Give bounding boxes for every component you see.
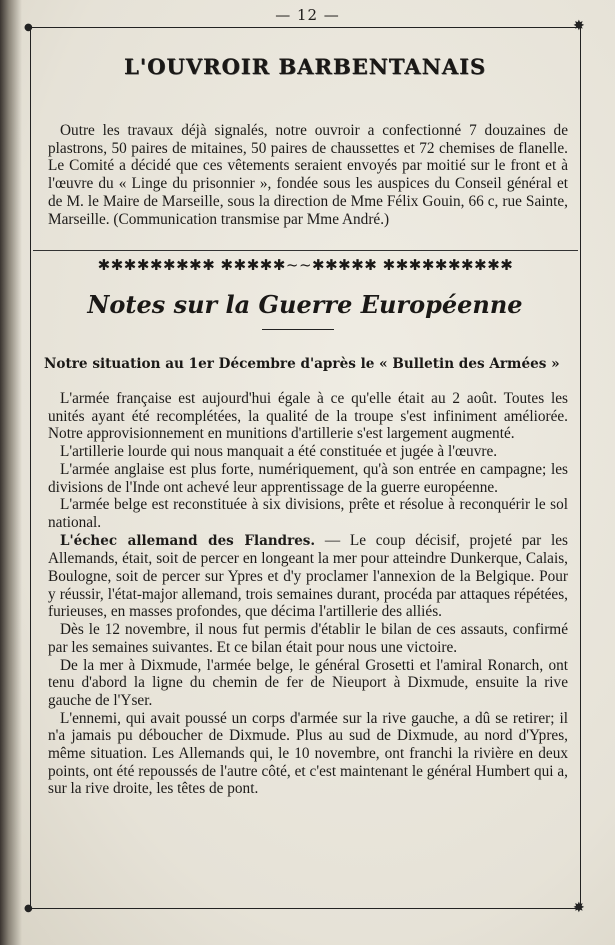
body-paragraph-flandres bbox=[48, 532, 568, 622]
corner-ornament-icon: ● bbox=[24, 22, 33, 33]
body-paragraph: L'artillerie lourde qui nous manquait a été constituée et jugée à l'œuvre. bbox=[60, 443, 498, 461]
run-in-heading: L'échec allemand des Flandres. bbox=[60, 532, 316, 549]
corner-ornament-icon: ✸ bbox=[573, 900, 585, 916]
ouvroir-paragraph: Outre les travaux déjà signalés, notre ouvroir a confectionné 7 douzaines de plastrons, 50 paires de mitaines, 50 paires de chaussettes et 72 chemises de flanelle. Le Comité a décidé que ces vêtements seraient envoyés par moitié sur le front et à l'œuvre du « Linge du prisonnier », fondée sous les auspices du Conseil général et de M. le Maire de Marseille, sous la direction de Mme Félix Gouin, 66 c, rue Sainte, Marseille. (Communication transmise par Mme André.) bbox=[48, 122, 568, 228]
guerre-text-block bbox=[48, 390, 568, 798]
body-paragraph: L'armée française est aujourd'hui égale à ce qu'elle était au 2 août. Toutes les unités ayant été recomplétées, la qualité de la troupe s'est infiniment améliorée. Notre approvisionnement en munitions d'artillerie s'est largement augmenté. bbox=[48, 390, 568, 443]
ornament-rule bbox=[33, 250, 578, 251]
corner-ornament-icon: ● bbox=[24, 903, 33, 914]
frame-border-top bbox=[30, 27, 580, 28]
frame-border-right bbox=[580, 27, 581, 908]
page-number: — 12 — bbox=[275, 6, 340, 24]
binding-shadow bbox=[0, 0, 22, 945]
section-title-guerre: Notes sur la Guerre Européenne bbox=[87, 290, 523, 319]
ouvroir-paragraph-block bbox=[48, 122, 568, 228]
body-paragraph: L'armée anglaise est plus forte, numériquement, qu'à son entrée en campagne; les divisions de l'Inde ont achevé leur apprentissage de la guerre européenne. bbox=[48, 460, 568, 496]
title-underline-rule bbox=[262, 329, 334, 330]
body-paragraph: L'ennemi, qui avait poussé un corps d'armée sur la rive gauche, a dû se retirer; il n'a jamais pu déboucher de Dixmude. Plus au sud de Dixmude, au nord d'Ypres, même situation. Les Allemands qui, le 10 novembre, ont franchi la rivière en deux points, ont été repoussés de l'autre côté, et c'est maintenant le général Humbert qui a, sur la rive droite, les têtes de pont. bbox=[48, 709, 568, 798]
section-subheading: Notre situation au 1er Décembre d'après le « Bulletin des Armées » bbox=[44, 356, 560, 372]
flandres-text: — Le coup décisif, projeté par les Allemands, était, soit de percer en longeant la mer pour atteindre Dunkerque, Calais, Boulogne, soit de percer sur Ypres et d'y proclamer l'annexion de la Belgique. Pour y réussir, l'état-major allemand, trois semaines durant, procéda par attaques répétées, furieuses, en masses profondes, que décima l'artillerie des alliés. bbox=[48, 531, 568, 621]
section-title-ouvroir: L'OUVROIR BARBENTANAIS bbox=[123, 54, 487, 79]
body-paragraph: De la mer à Dixmude, l'armée belge, le général Grosetti et l'amiral Ronarch, ont tenu d'abord la ligne du chemin de fer de Nieuport à Dixmude, ensuite la rive gauche de l'Yser. bbox=[48, 656, 568, 709]
body-paragraph: Dès le 12 novembre, il nous fut permis d'établir le bilan de ces assauts, confirmé par les semaines suivantes. Et ce bilan était pour nous une victoire. bbox=[48, 621, 568, 656]
body-paragraph: L'armée belge est reconstituée à six divisions, prête et résolue à reconquérir le sol national. bbox=[48, 496, 568, 531]
frame-border-left bbox=[30, 27, 31, 908]
ornament-divider: ✱✱✱✱✱✱✱✱✱ ✱✱✱✱✱~~✱✱✱✱✱ ✱✱✱✱✱✱✱✱✱✱ bbox=[97, 256, 514, 274]
frame-border-bottom bbox=[30, 908, 580, 909]
corner-ornament-icon: ✸ bbox=[573, 18, 585, 34]
